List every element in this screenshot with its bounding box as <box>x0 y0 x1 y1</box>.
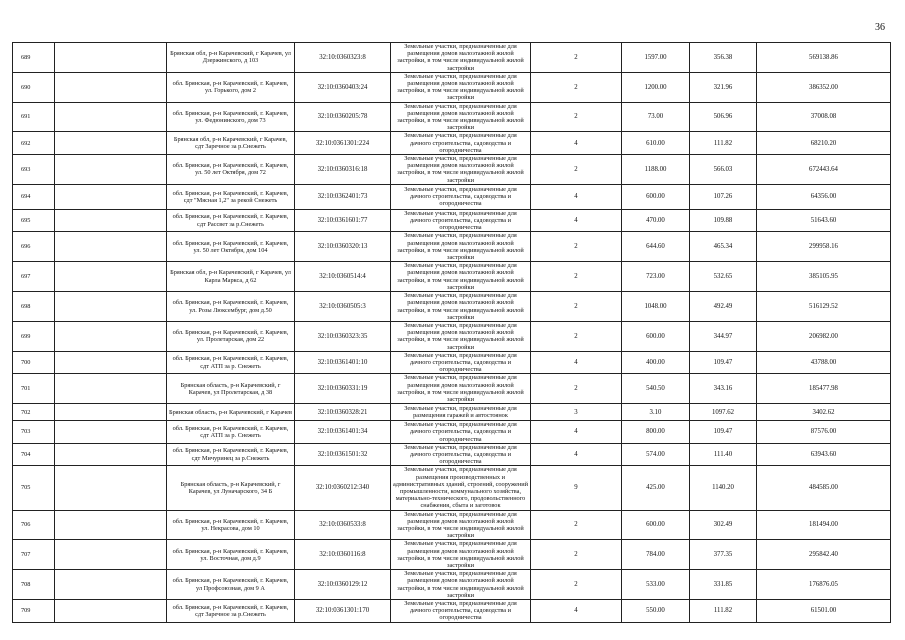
address-cell: обл. Брянская, р-н Карачевский, г. Карачев, ул Профсоюзная, дом 9 А <box>167 570 295 600</box>
address-cell: Брянская обл, р-н Карачевский, г Карачев, сдт Заречное за р.Снежеть <box>167 132 295 155</box>
cadastral-number-cell: 32:10:0360129:12 <box>295 570 391 600</box>
group-cell: 2 <box>531 232 622 262</box>
spacer-cell <box>55 102 167 132</box>
table-row <box>13 374 891 404</box>
table-row <box>13 600 891 623</box>
rate-cell: 331.85 <box>690 570 757 600</box>
group-cell: 2 <box>531 374 622 404</box>
group-cell: 2 <box>531 262 622 292</box>
row-number: 696 <box>13 232 55 262</box>
table-row <box>13 292 891 322</box>
table-row <box>13 351 891 374</box>
page-number: 36 <box>875 22 885 33</box>
cadastral-value-cell: 484585.00 <box>757 466 891 510</box>
land-use-cell: Земельные участки, предназначенные для размещения домов малоэтажной жилой застройки, в том числе индивидуальной жилой застройки <box>391 43 531 73</box>
table-row <box>13 421 891 444</box>
cadastral-number-cell: 32:10:0360331:19 <box>295 374 391 404</box>
table-row <box>13 43 891 73</box>
table-row <box>13 466 891 510</box>
row-number: 695 <box>13 209 55 232</box>
area-cell: 550.00 <box>622 600 690 623</box>
spacer-cell <box>55 262 167 292</box>
cadastral-value-cell: 206982.00 <box>757 321 891 351</box>
group-cell: 4 <box>531 600 622 623</box>
row-number: 701 <box>13 374 55 404</box>
area-cell: 800.00 <box>622 421 690 444</box>
table-row <box>13 443 891 466</box>
row-number: 709 <box>13 600 55 623</box>
row-number: 704 <box>13 443 55 466</box>
spacer-cell <box>55 540 167 570</box>
area-cell: 540.50 <box>622 374 690 404</box>
cadastral-value-cell: 185477.98 <box>757 374 891 404</box>
area-cell: 600.00 <box>622 184 690 209</box>
cadastral-value-cell: 516129.52 <box>757 292 891 322</box>
address-cell: Брянская область, р-н Карачевский, г Карачев, ул Луначарского, 34 Б <box>167 466 295 510</box>
area-cell: 723.00 <box>622 262 690 292</box>
table-row <box>13 132 891 155</box>
rate-cell: 492.49 <box>690 292 757 322</box>
area-cell: 1188.00 <box>622 155 690 185</box>
table-row <box>13 510 891 540</box>
rate-cell: 111.82 <box>690 132 757 155</box>
address-cell: Брянская область, р-н Карачевский, г Карачев, ул Пролетарская, д 38 <box>167 374 295 404</box>
group-cell: 4 <box>531 421 622 444</box>
land-use-cell: Земельные участки, предназначенные для размещения производственных и административных зданий, строений, сооружений промышленности, коммунального хозяйства, материально-технического, продовольственного снабжения, сбыта и заготовок <box>391 466 531 510</box>
address-cell: Брянская обл, р-н Карачевский, г Карачев, ул Карла Маркса, д 62 <box>167 262 295 292</box>
area-cell: 470.00 <box>622 209 690 232</box>
group-cell: 4 <box>531 443 622 466</box>
spacer-cell <box>55 232 167 262</box>
address-cell: обл. Брянская, р-н Карачевский, г. Карачев, ул. 50 лет Октября, дом 104 <box>167 232 295 262</box>
table-row <box>13 232 891 262</box>
rate-cell: 321.96 <box>690 72 757 102</box>
row-number: 690 <box>13 72 55 102</box>
cadastral-number-cell: 32:10:0361401:34 <box>295 421 391 444</box>
area-cell: 400.00 <box>622 351 690 374</box>
cadastral-number-cell: 32:10:0360212:340 <box>295 466 391 510</box>
cadastral-value-cell: 181494.00 <box>757 510 891 540</box>
row-number: 693 <box>13 155 55 185</box>
table-row <box>13 184 891 209</box>
cadastral-value-cell: 295842.40 <box>757 540 891 570</box>
land-use-cell: Земельные участки, предназначенные для размещения домов малоэтажной жилой застройки, в том числе индивидуальной жилой застройки <box>391 102 531 132</box>
land-use-cell: Земельные участки, предназначенные для дачного строительства, садоводства и огородничества <box>391 351 531 374</box>
spacer-cell <box>55 184 167 209</box>
area-cell: 425.00 <box>622 466 690 510</box>
cadastral-number-cell: 32:10:0360323:8 <box>295 43 391 73</box>
table-row <box>13 570 891 600</box>
cadastral-number-cell: 32:10:0360403:24 <box>295 72 391 102</box>
cadastral-number-cell: 32:10:0360328:21 <box>295 404 391 421</box>
address-cell: обл. Брянская, р-н Карачевский, г. Карачев, ул. Горького, дом 2 <box>167 72 295 102</box>
rate-cell: 343.16 <box>690 374 757 404</box>
rate-cell: 107.26 <box>690 184 757 209</box>
cadastral-value-cell: 672443.64 <box>757 155 891 185</box>
group-cell: 2 <box>531 540 622 570</box>
rate-cell: 109.47 <box>690 421 757 444</box>
cadastral-number-cell: 32:10:0361301:224 <box>295 132 391 155</box>
rate-cell: 109.88 <box>690 209 757 232</box>
row-number: 702 <box>13 404 55 421</box>
cadastral-value-cell: 87576.00 <box>757 421 891 444</box>
land-use-cell: Земельные участки, предназначенные для дачного строительства, садоводства и огородничества <box>391 421 531 444</box>
rate-cell: 532.65 <box>690 262 757 292</box>
land-use-cell: Земельные участки, предназначенные для размещения домов малоэтажной жилой застройки, в том числе индивидуальной жилой застройки <box>391 570 531 600</box>
cadastral-number-cell: 32:10:0362401:73 <box>295 184 391 209</box>
address-cell: обл. Брянская, р-н Карачевский, г. Карачев, ул. Федюнинского, дом 73 <box>167 102 295 132</box>
land-use-cell: Земельные участки, предназначенные для размещения домов малоэтажной жилой застройки, в том числе индивидуальной жилой застройки <box>391 292 531 322</box>
row-number: 706 <box>13 510 55 540</box>
spacer-cell <box>55 155 167 185</box>
spacer-cell <box>55 292 167 322</box>
address-cell: Брянская область, р-н Карачевский, г Карачев <box>167 404 295 421</box>
row-number: 694 <box>13 184 55 209</box>
spacer-cell <box>55 404 167 421</box>
cadastral-number-cell: 32:10:0360505:3 <box>295 292 391 322</box>
cadastral-value-cell: 385105.95 <box>757 262 891 292</box>
group-cell: 2 <box>531 570 622 600</box>
land-parcels-table <box>12 42 891 623</box>
area-cell: 73.00 <box>622 102 690 132</box>
row-number: 692 <box>13 132 55 155</box>
table-body <box>13 43 891 623</box>
cadastral-value-cell: 43788.00 <box>757 351 891 374</box>
address-cell: Брянская обл, р-н Карачевский, г Карачев, ул Дзержинского, д 103 <box>167 43 295 73</box>
land-use-cell: Земельные участки, предназначенные для размещения домов малоэтажной жилой застройки, в том числе индивидуальной жилой застройки <box>391 72 531 102</box>
rate-cell: 111.40 <box>690 443 757 466</box>
area-cell: 600.00 <box>622 510 690 540</box>
area-cell: 784.00 <box>622 540 690 570</box>
group-cell: 3 <box>531 404 622 421</box>
address-cell: обл. Брянская, р-н Карачевский, г. Карачев, ул. Восточная, дом д.9 <box>167 540 295 570</box>
area-cell: 644.60 <box>622 232 690 262</box>
address-cell: обл. Брянская, р-н Карачевский, г. Карачев, ул. Розы Люксембург, дом д.50 <box>167 292 295 322</box>
rate-cell: 1097.62 <box>690 404 757 421</box>
land-use-cell: Земельные участки, предназначенные для дачного строительства, садоводства и огородничества <box>391 184 531 209</box>
row-number: 689 <box>13 43 55 73</box>
spacer-cell <box>55 443 167 466</box>
row-number: 700 <box>13 351 55 374</box>
spacer-cell <box>55 510 167 540</box>
area-cell: 574.00 <box>622 443 690 466</box>
table-row <box>13 404 891 421</box>
cadastral-value-cell: 569138.86 <box>757 43 891 73</box>
spacer-cell <box>55 132 167 155</box>
land-use-cell: Земельные участки, предназначенные для размещения домов малоэтажной жилой застройки, в том числе индивидуальной жилой застройки <box>391 232 531 262</box>
group-cell: 2 <box>531 72 622 102</box>
area-cell: 1200.00 <box>622 72 690 102</box>
rate-cell: 1140.20 <box>690 466 757 510</box>
cadastral-value-cell: 386352.00 <box>757 72 891 102</box>
land-use-cell: Земельные участки, предназначенные для размещения домов малоэтажной жилой застройки, в том числе индивидуальной жилой застройки <box>391 510 531 540</box>
table-row <box>13 209 891 232</box>
area-cell: 3.10 <box>622 404 690 421</box>
cadastral-number-cell: 32:10:0360205:78 <box>295 102 391 132</box>
group-cell: 2 <box>531 102 622 132</box>
rate-cell: 111.82 <box>690 600 757 623</box>
address-cell: обл. Брянская, р-н Карачевский, г. Карачев, ул. Пролетарская, дом 22 <box>167 321 295 351</box>
cadastral-value-cell: 37008.08 <box>757 102 891 132</box>
rate-cell: 506.96 <box>690 102 757 132</box>
land-use-cell: Земельные участки, предназначенные для дачного строительства, садоводства и огородничества <box>391 600 531 623</box>
address-cell: обл. Брянская, р-н Карачевский, г. Карачев, ул. Некрасова, дом 10 <box>167 510 295 540</box>
address-cell: обл. Брянская, р-н Карачевский, г. Карачев, сдт Рассвет за р.Снежеть <box>167 209 295 232</box>
address-cell: обл. Брянская, р-н Карачевский, г. Карачев, сдт Заречное за р.Снежеть <box>167 600 295 623</box>
cadastral-number-cell: 32:10:0360316:18 <box>295 155 391 185</box>
group-cell: 2 <box>531 155 622 185</box>
land-use-cell: Земельные участки, предназначенные для размещения домов малоэтажной жилой застройки, в том числе индивидуальной жилой застройки <box>391 262 531 292</box>
land-use-cell: Земельные участки, предназначенные для размещения домов малоэтажной жилой застройки, в том числе индивидуальной жилой застройки <box>391 155 531 185</box>
address-cell: обл. Брянская, р-н Карачевский, г. Карачев, сдт Мичуринец за р.Снежеть <box>167 443 295 466</box>
group-cell: 2 <box>531 43 622 73</box>
row-number: 691 <box>13 102 55 132</box>
spacer-cell <box>55 421 167 444</box>
land-use-cell: Земельные участки, предназначенные для дачного строительства, садоводства и огородничества <box>391 132 531 155</box>
cadastral-value-cell: 61501.00 <box>757 600 891 623</box>
table-row <box>13 540 891 570</box>
group-cell: 2 <box>531 510 622 540</box>
area-cell: 533.00 <box>622 570 690 600</box>
group-cell: 4 <box>531 351 622 374</box>
land-use-cell: Земельные участки, предназначенные для дачного строительства, садоводства и огородничества <box>391 443 531 466</box>
group-cell: 4 <box>531 132 622 155</box>
address-cell: обл. Брянская, р-н Карачевский, г. Карачев, ул. 50 лет Октября, дом 72 <box>167 155 295 185</box>
cadastral-value-cell: 64356.00 <box>757 184 891 209</box>
spacer-cell <box>55 374 167 404</box>
address-cell: обл. Брянская, р-н Карачевский, г. Карачев, сдт АТП за р. Снежеть <box>167 351 295 374</box>
land-use-cell: Земельные участки, предназначенные для размещения домов малоэтажной жилой застройки, в том числе индивидуальной жилой застройки <box>391 374 531 404</box>
spacer-cell <box>55 43 167 73</box>
cadastral-number-cell: 32:10:0360116:8 <box>295 540 391 570</box>
land-use-cell: Земельные участки, предназначенные для размещения гаражей и автостоянок <box>391 404 531 421</box>
rate-cell: 344.97 <box>690 321 757 351</box>
land-use-cell: Земельные участки, предназначенные для размещения домов малоэтажной жилой застройки, в том числе индивидуальной жилой застройки <box>391 321 531 351</box>
rate-cell: 566.03 <box>690 155 757 185</box>
table-row <box>13 72 891 102</box>
cadastral-value-cell: 51643.60 <box>757 209 891 232</box>
area-cell: 600.00 <box>622 321 690 351</box>
spacer-cell <box>55 351 167 374</box>
area-cell: 1597.00 <box>622 43 690 73</box>
cadastral-value-cell: 176876.05 <box>757 570 891 600</box>
cadastral-value-cell: 299958.16 <box>757 232 891 262</box>
spacer-cell <box>55 209 167 232</box>
spacer-cell <box>55 321 167 351</box>
rate-cell: 377.35 <box>690 540 757 570</box>
area-cell: 1048.00 <box>622 292 690 322</box>
table-row <box>13 321 891 351</box>
cadastral-number-cell: 32:10:0360514:4 <box>295 262 391 292</box>
row-number: 703 <box>13 421 55 444</box>
cadastral-value-cell: 68210.20 <box>757 132 891 155</box>
rate-cell: 465.34 <box>690 232 757 262</box>
rate-cell: 109.47 <box>690 351 757 374</box>
group-cell: 2 <box>531 321 622 351</box>
cadastral-number-cell: 32:10:0360533:8 <box>295 510 391 540</box>
rate-cell: 356.38 <box>690 43 757 73</box>
table-row <box>13 155 891 185</box>
table-row <box>13 102 891 132</box>
cadastral-number-cell: 32:10:0360323:35 <box>295 321 391 351</box>
row-number: 697 <box>13 262 55 292</box>
row-number: 698 <box>13 292 55 322</box>
land-use-cell: Земельные участки, предназначенные для размещения домов малоэтажной жилой застройки, в том числе индивидуальной жилой застройки <box>391 540 531 570</box>
cadastral-number-cell: 32:10:0361501:32 <box>295 443 391 466</box>
land-use-cell: Земельные участки, предназначенные для дачного строительства, садоводства и огородничества <box>391 209 531 232</box>
cadastral-number-cell: 32:10:0360320:13 <box>295 232 391 262</box>
rate-cell: 302.49 <box>690 510 757 540</box>
cadastral-number-cell: 32:10:0361601:77 <box>295 209 391 232</box>
row-number: 708 <box>13 570 55 600</box>
row-number: 699 <box>13 321 55 351</box>
row-number: 705 <box>13 466 55 510</box>
cadastral-number-cell: 32:10:0361301:170 <box>295 600 391 623</box>
cadastral-number-cell: 32:10:0361401:10 <box>295 351 391 374</box>
spacer-cell <box>55 466 167 510</box>
table-row <box>13 262 891 292</box>
cadastral-value-cell: 63943.60 <box>757 443 891 466</box>
row-number: 707 <box>13 540 55 570</box>
spacer-cell <box>55 600 167 623</box>
group-cell: 9 <box>531 466 622 510</box>
group-cell: 4 <box>531 209 622 232</box>
cadastral-value-cell: 3402.62 <box>757 404 891 421</box>
address-cell: обл. Брянская, р-н Карачевский, г. Карачев, сдт АТП за р. Снежеть <box>167 421 295 444</box>
group-cell: 4 <box>531 184 622 209</box>
spacer-cell <box>55 72 167 102</box>
address-cell: обл. Брянская, р-н Карачевский, г. Карачев, сдт "Мясная 1,2" за рекой Снежеть <box>167 184 295 209</box>
area-cell: 610.00 <box>622 132 690 155</box>
spacer-cell <box>55 570 167 600</box>
group-cell: 2 <box>531 292 622 322</box>
